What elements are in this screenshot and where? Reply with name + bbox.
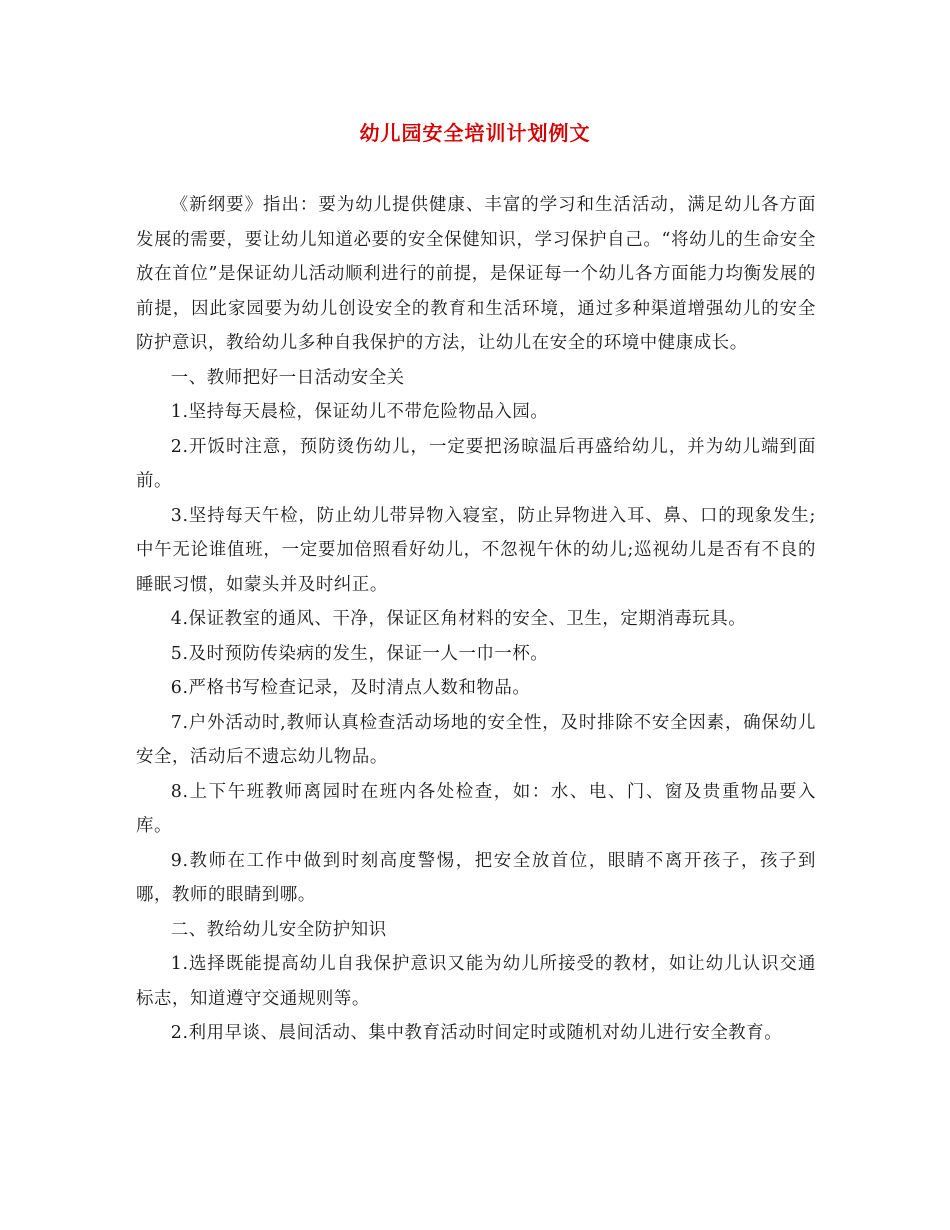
list-item: 1.选择既能提高幼儿自我保护意识又能为幼儿所接受的教材，如让幼儿认识交通标志，知道遵守交通规则等。 [136, 954, 816, 1009]
list-item: 7.户外活动时,教师认真检查活动场地的安全性，及时排除不安全因素，确保幼儿安全，活动后不遗忘幼儿物品。 [136, 712, 816, 767]
list-item: 2.开饭时注意，预防烫伤幼儿，一定要把汤晾温后再盛给幼儿，并为幼儿端到面前。 [136, 436, 816, 491]
list-item: 6.严格书写检查记录，及时清点人数和物品。 [170, 678, 531, 698]
document-title: 幼儿园安全培训计划例文 [359, 121, 591, 145]
list-item: 4.保证教室的通风、干净，保证区角材料的安全、卫生，定期消毒玩具。 [170, 609, 747, 629]
section-heading-2: 二、教给幼儿安全防护知识 [170, 919, 387, 940]
list-item: 9.教师在工作中做到时刻高度警惕，把安全放首位，眼睛不离开孩子，孩子到哪，教师的眼睛到哪。 [136, 850, 816, 905]
list-item: 3.坚持每天午检，防止幼儿带异物入寝室，防止异物进入耳、鼻、口的现象发生;中午无论谁值班，一定要加倍照看好幼儿，不忽视午休的幼儿;巡视幼儿是否有不良的睡眠习惯，如蒙头并及时纠正。 [136, 505, 816, 595]
list-item: 8.上下午班教师离园时在班内各处检查，如：水、电、门、窗及贵重物品要入库。 [136, 781, 816, 836]
document-body [136, 188, 816, 1051]
list-item: 5.及时预防传染病的发生，保证一人一巾一杯。 [170, 643, 549, 664]
intro-paragraph: 《新纲要》指出：要为幼儿提供健康、丰富的学习和生活活动，满足幼儿各方面发展的需要，要让幼儿知道必要的安全保健知识，学习保护自己。“将幼儿的生命安全放在首位”是保证幼儿活动顺利进行的前提，是保证每一个幼儿各方面能力均衡发展的前提，因此家园要为幼儿创设安全的教育和生活环境，通过多种渠道增强幼儿的安全防护意识，教给幼儿多种自我保护的方法，让幼儿在安全的环境中健康成长。 [136, 195, 816, 353]
section-heading-1: 一、教师把好一日活动安全关 [170, 367, 405, 388]
list-item: 1.坚持每天晨检，保证幼儿不带危险物品入园。 [170, 402, 549, 422]
list-item: 2.利用早谈、晨间活动、集中教育活动时间定时或随机对幼儿进行安全教育。 [170, 1023, 783, 1043]
